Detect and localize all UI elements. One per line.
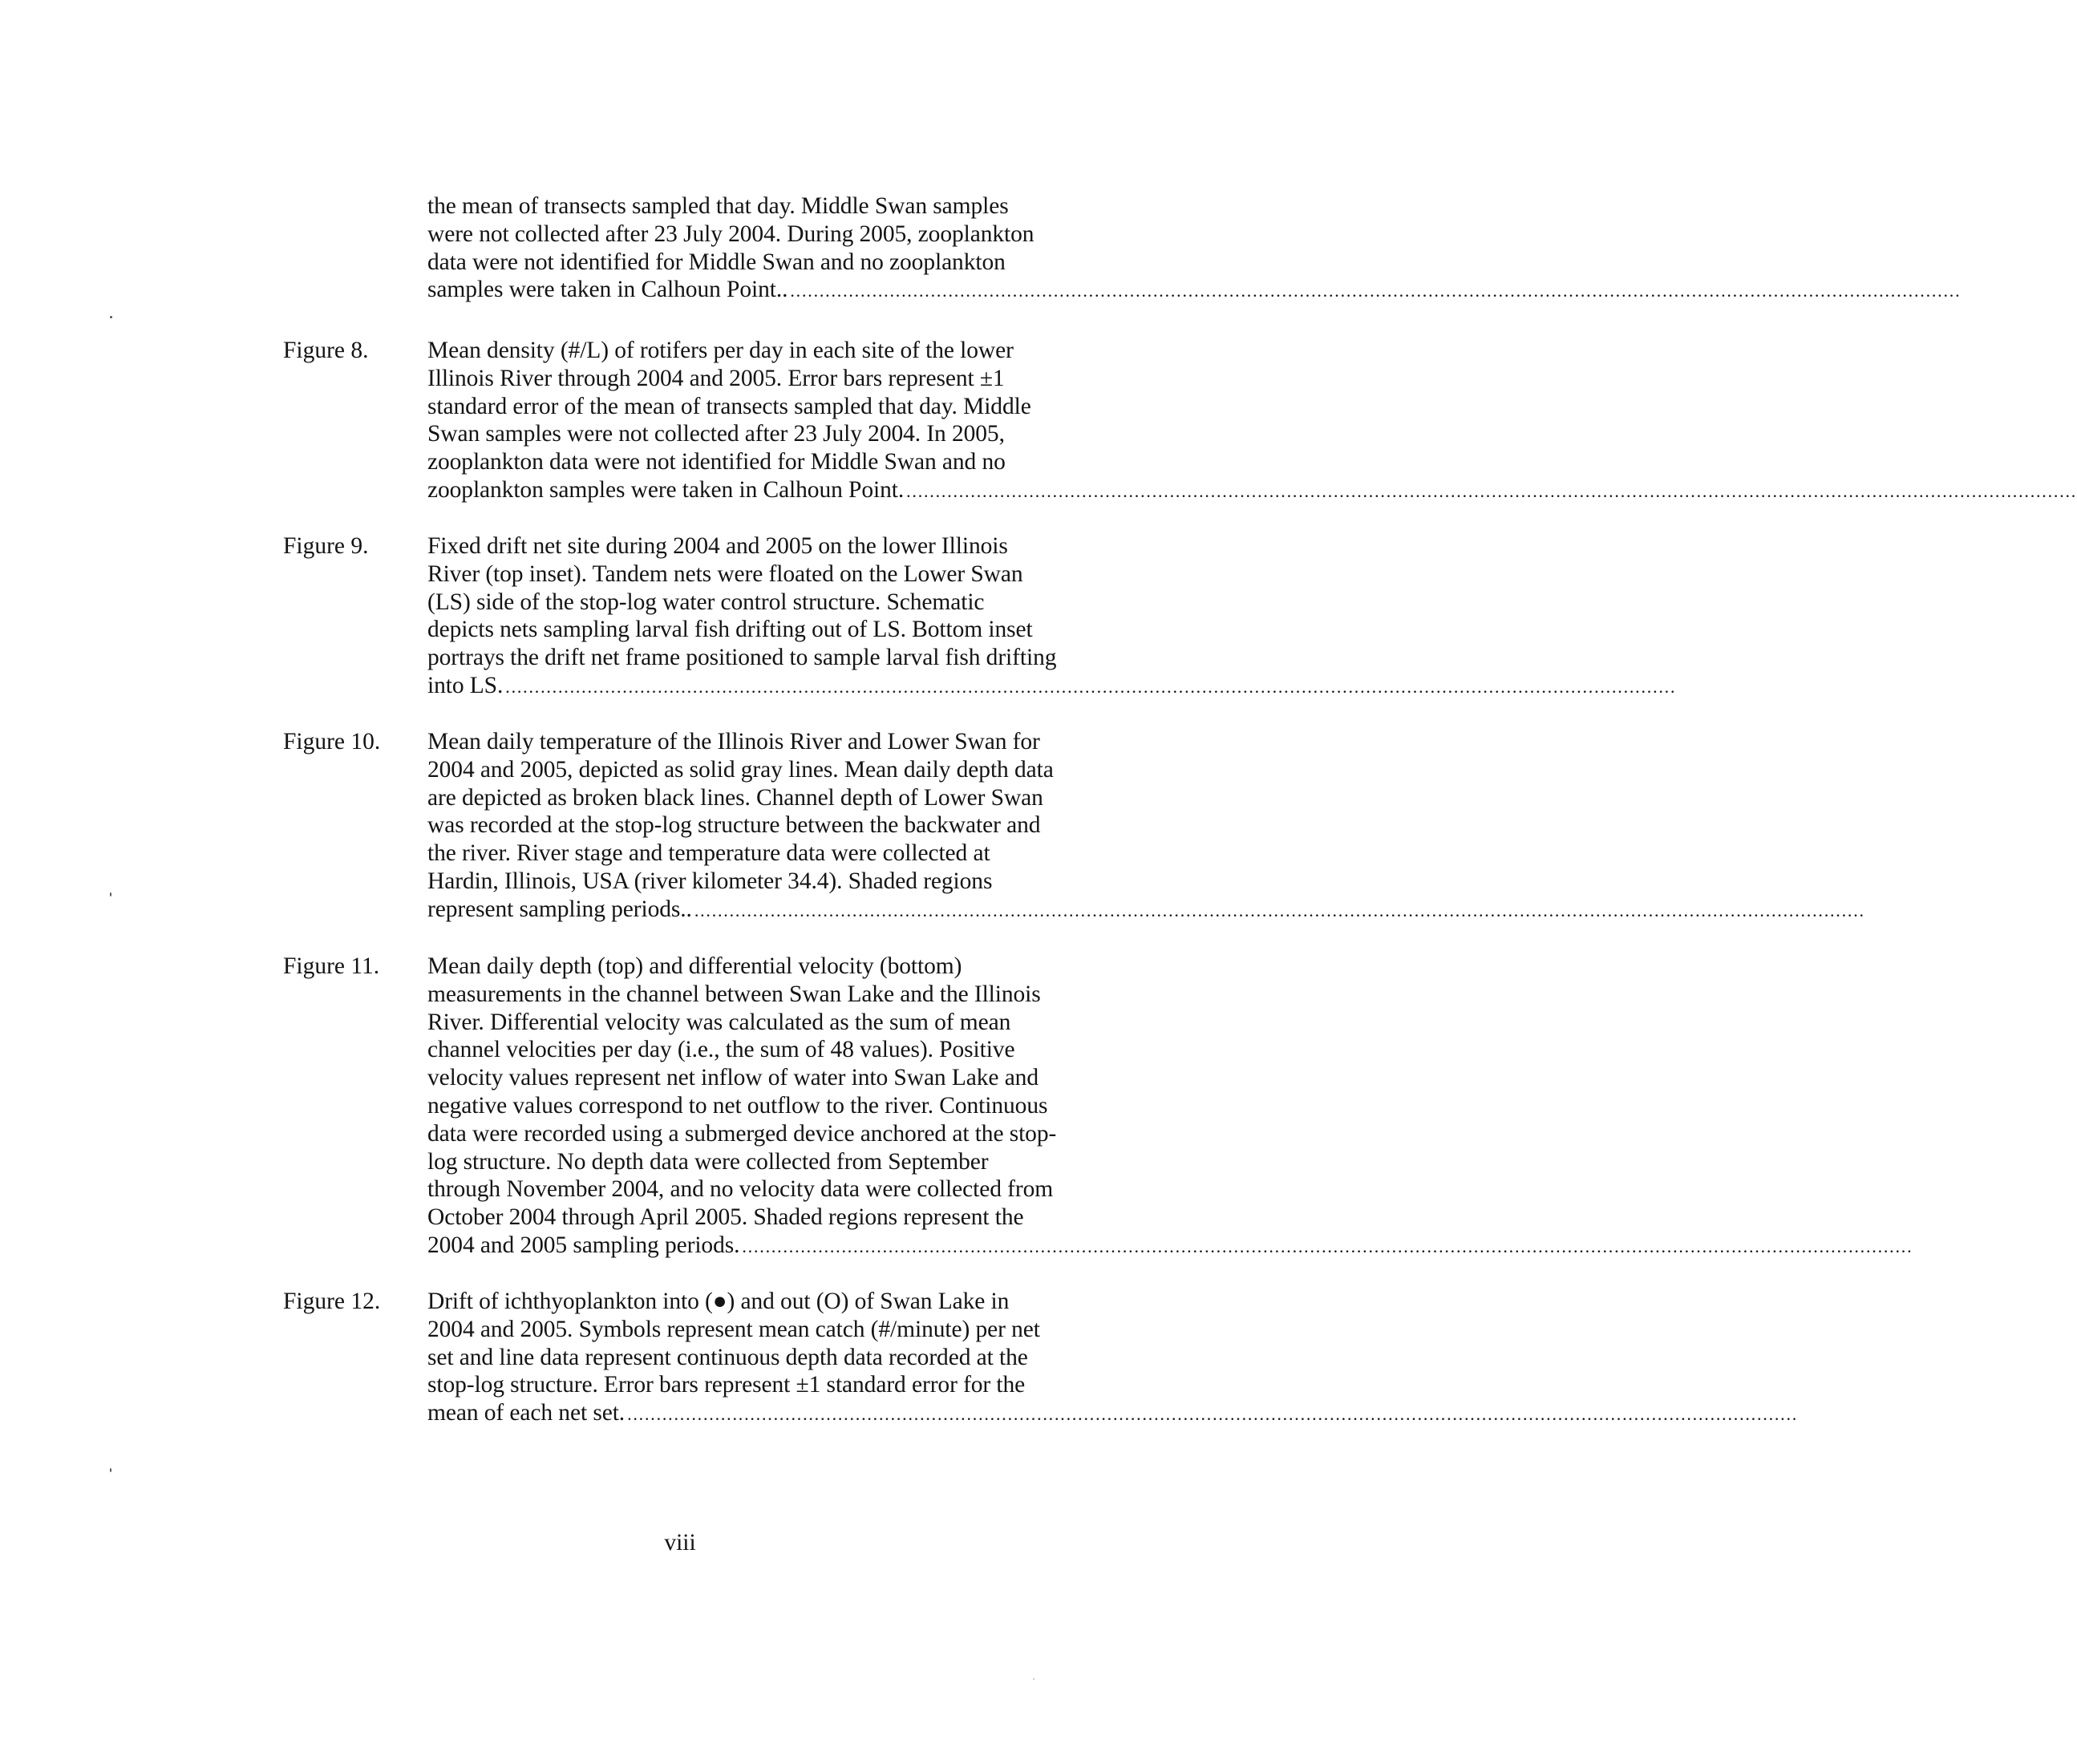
scan-speck (110, 316, 112, 318)
scan-speck (110, 1468, 111, 1472)
continuation-caption (427, 192, 1962, 304)
figure-9-caption (427, 532, 1677, 700)
caption-line: are depicted as broken black lines. Channel depth of Lower Swan (427, 784, 1043, 811)
caption-line (427, 1232, 1913, 1260)
caption-line: October 2004 through April 2005. Shaded regions represent the (427, 1204, 1024, 1231)
figure-11-caption (427, 953, 1913, 1260)
caption-line: depicts nets sampling larval fish drifting out of LS. Bottom inset (427, 617, 1033, 643)
caption-line: zooplankton data were not identified for Middle Swan and no (427, 449, 1006, 475)
caption-line-text: represent sampling periods.. (427, 896, 692, 922)
scan-speck (110, 892, 111, 896)
caption-line: the mean of transects sampled that day. Middle Swan samples (427, 193, 1009, 219)
caption-line: data were recorded using a submerged device anchored at the stop- (427, 1120, 1057, 1147)
caption-line (427, 896, 1865, 924)
dot-leader: ........................................................................................................................................................................................................ (694, 900, 1865, 920)
caption-line-text: zooplankton samples were taken in Calhoun Point. (427, 476, 905, 503)
caption-line: Mean daily temperature of the Illinois River and Lower Swan for (427, 729, 1040, 755)
caption-line: negative values correspond to net outflow to the river. Continuous (427, 1092, 1048, 1119)
caption-line: Mean daily depth (top) and differential velocity (bottom) (427, 953, 962, 979)
caption-line (427, 476, 2077, 504)
caption-line: Swan samples were not collected after 23 July 2004. In 2005, (427, 421, 1005, 447)
caption-line: stop-log structure. Error bars represent ±1 standard error for the (427, 1372, 1026, 1398)
caption-line: Mean density (#/L) of rotifers per day in each site of the lower (427, 338, 1014, 363)
figure-10-caption (427, 728, 1865, 924)
caption-line: measurements in the channel between Swan Lake and the Illinois (427, 981, 1041, 1007)
caption-line-text: mean of each net set. (427, 1400, 626, 1426)
caption-line: River. Differential velocity was calculated as the sum of mean (427, 1009, 1011, 1035)
caption-line: Fixed drift net site during 2004 and 2005 on the lower Illinois (427, 533, 1008, 559)
figure-9-label: Figure 9. (283, 533, 369, 559)
figure-8-label: Figure 8. (283, 338, 369, 363)
caption-line: (LS) side of the stop-log water control structure. Schematic (427, 589, 985, 615)
caption-line: data were not identified for Middle Swan and no zooplankton (427, 249, 1006, 275)
caption-line: standard error of the mean of transects sampled that day. Middle (427, 393, 1031, 419)
figure-11-label: Figure 11. (283, 953, 380, 979)
caption-line-text: samples were taken in Calhoun Point.. (427, 277, 788, 303)
caption-line: Hardin, Illinois, USA (river kilometer 34.4). Shaded regions (427, 868, 993, 894)
dot-leader: ........................................................................................................................................................................................................ (742, 1236, 1913, 1256)
caption-line: were not collected after 23 July 2004. During 2005, zooplankton (427, 220, 1034, 247)
caption-line (427, 276, 1962, 304)
figure-10-label: Figure 10. (283, 729, 381, 755)
dot-leader: ........................................................................................................................................................................................................ (627, 1404, 1799, 1425)
scan-speck (1033, 1678, 1034, 1680)
caption-line: 2004 and 2005, depicted as solid gray lines. Mean daily depth data (427, 756, 1054, 783)
caption-line: River (top inset). Tandem nets were floated on the Lower Swan (427, 560, 1023, 587)
caption-line: set and line data represent continuous depth data recorded at the (427, 1344, 1028, 1370)
caption-line: through November 2004, and no velocity data were collected from (427, 1176, 1054, 1203)
caption-line: channel velocities per day (i.e., the sum of 48 values). Positive (427, 1037, 1015, 1063)
figure-12-label: Figure 12. (283, 1289, 381, 1314)
page-number: viii (664, 1530, 696, 1556)
dot-leader: ........................................................................................................................................................................................................ (505, 676, 1677, 697)
caption-line-text: into LS. (427, 672, 504, 698)
figure-8-caption (427, 337, 2077, 504)
caption-line: portrays the drift net frame positioned to sample larval fish drifting (427, 645, 1057, 671)
caption-line (427, 1399, 1799, 1427)
caption-line: the river. River stage and temperature data were collected at (427, 840, 990, 867)
caption-line (427, 672, 1677, 700)
caption-line: 2004 and 2005. Symbols represent mean catch (#/minute) per net (427, 1316, 1040, 1342)
caption-line-text: 2004 and 2005 sampling periods. (427, 1232, 740, 1258)
dot-leader: ........................................................................................................................................................................................................ (906, 480, 2077, 501)
figure-12-caption (427, 1288, 1799, 1427)
caption-line: Illinois River through 2004 and 2005. Error bars represent ±1 (427, 365, 1005, 391)
dot-leader: ........................................................................................................................................................................................................ (790, 281, 1962, 301)
caption-line: was recorded at the stop-log structure between the backwater and (427, 812, 1041, 839)
caption-line: velocity values represent net inflow of water into Swan Lake and (427, 1065, 1038, 1091)
caption-line: Drift of ichthyoplankton into (●) and out (O) of Swan Lake in (427, 1289, 1010, 1314)
caption-line: log structure. No depth data were collected from September (427, 1148, 989, 1175)
